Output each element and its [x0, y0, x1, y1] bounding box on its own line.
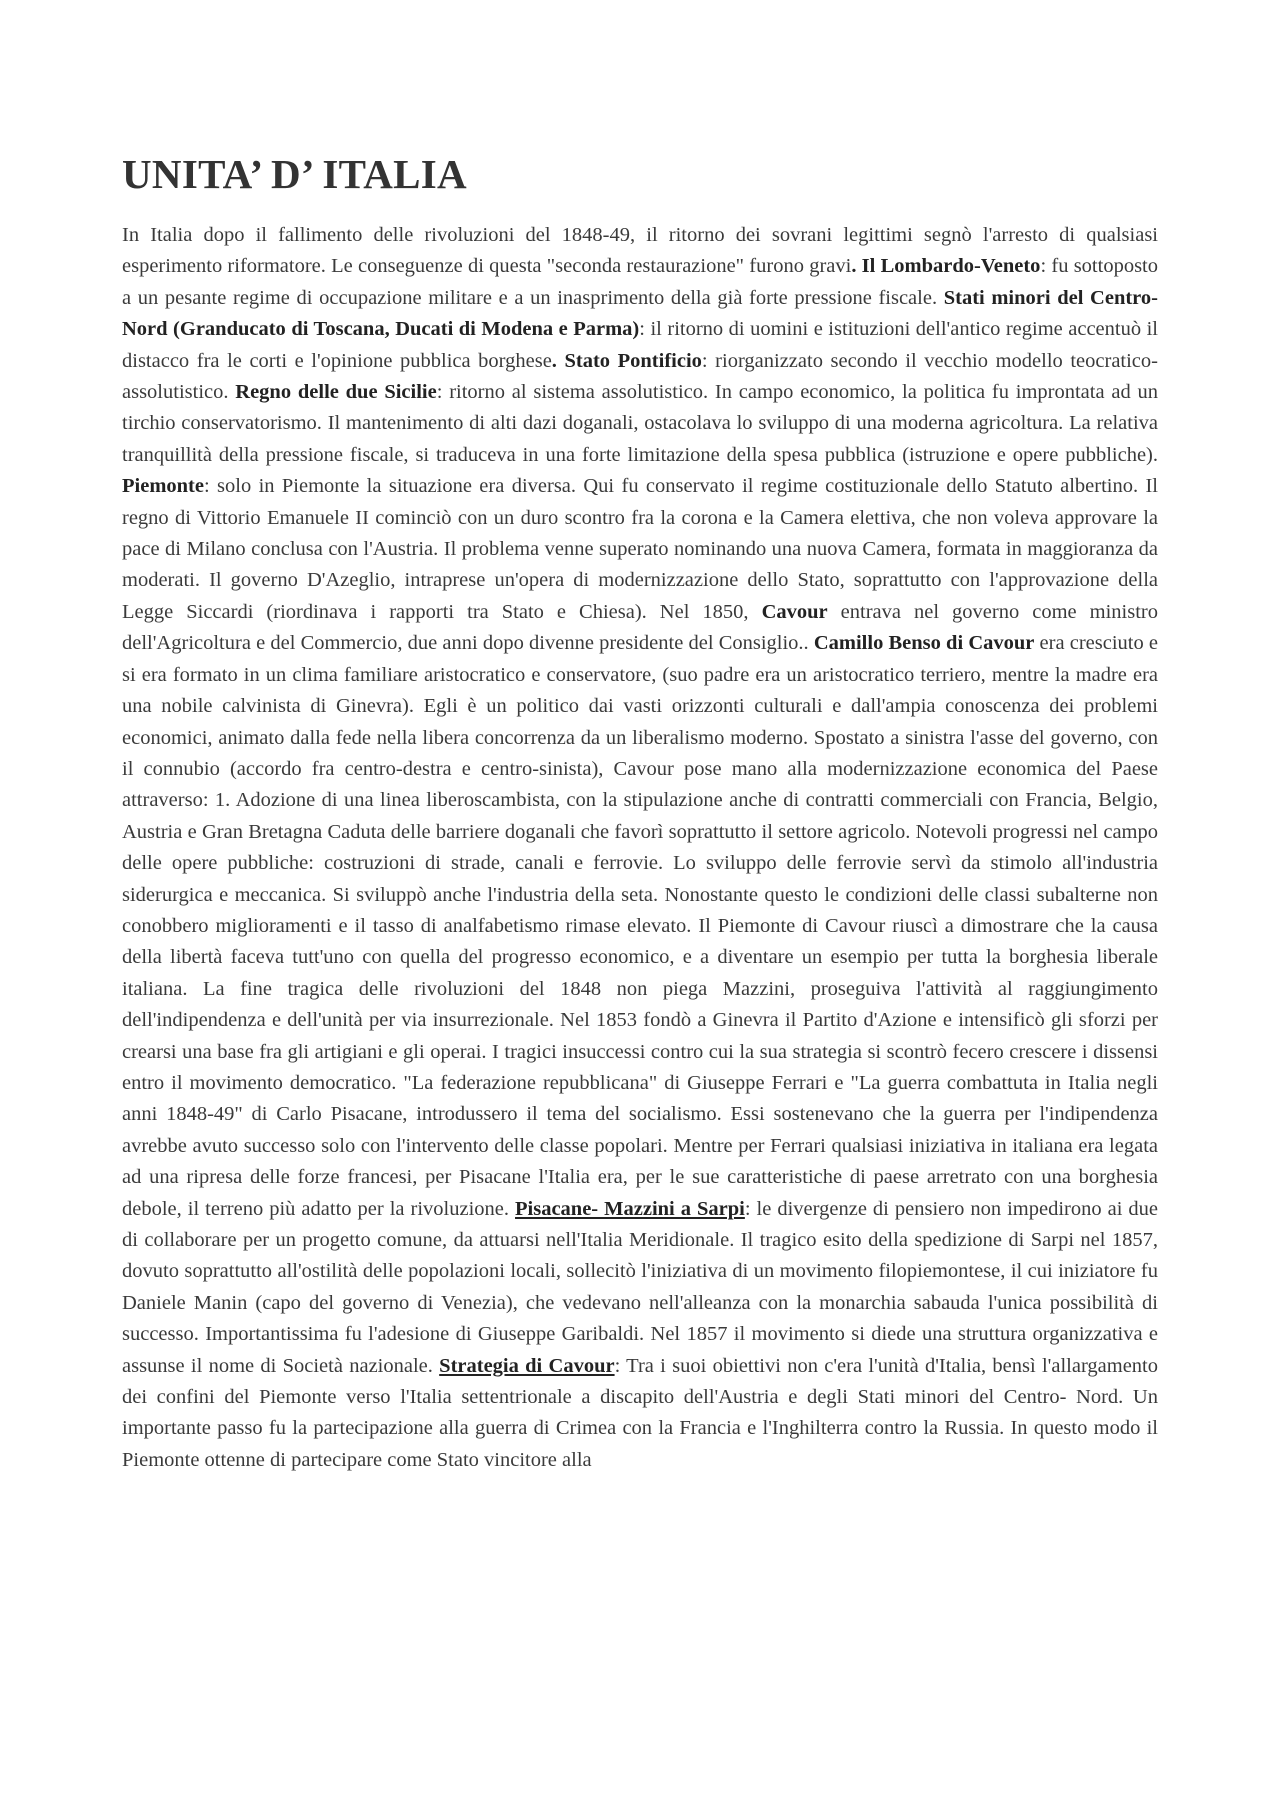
document-page [122, 150, 1158, 1476]
text-segment: : le divergenze di pensiero non impedirono ai due di collaborare per un progetto comune, da attuarsi nell'Italia Meridionale. Il tragico esito della spedizione di Sarpi nel 1857, dovuto soprattutto all'ostilità delle popolazioni locali, sollecitò l'iniziativa di un movimento filopiemontese, il cui iniziatore fu Daniele Manin (capo del governo di Venezia), che vedevano nell'alleanza con la monarchia sabauda l'unica possibilità di successo. Importantissima fu l'adesione di Giuseppe Garibaldi. Nel 1857 il movimento si diede una struttura organizzativa e assunse il nome di Società nazionale. [122, 1197, 1159, 1377]
bold-heading-regno-due-sicilie: Regno delle due Sicilie [235, 381, 437, 404]
text-segment: : riorganizzato secondo il vecchio modello teocratico-assolutistico. [122, 349, 1158, 404]
body-paragraph [122, 220, 1158, 1476]
page-title: UNITA’ D’ ITALIA [122, 151, 467, 197]
text-segment: : fu sottoposto a un pesante regime di occupazione militare e a un inasprimento della già forte pressione fiscale. [122, 255, 1158, 309]
bold-heading-stati-minori: Stati minori del Centro-Nord (Granducato di Toscana, Ducati di Modena e Parma) [122, 286, 1158, 341]
text-segment: entrava nel governo come ministro dell'Agricoltura e del Commercio, due anni dopo divenne presidente del Consiglio.. [122, 600, 1158, 655]
text-segment: In Italia dopo il fallimento delle rivoluzioni del 1848-49, il ritorno dei sovrani legittimi segnò l'arresto di qualsiasi esperimento riformatore. Le conseguenze di questa "seconda restaurazione" furono gravi [122, 224, 1158, 278]
text-segment: : Tra i suoi obiettivi non c'era l'unità d'Italia, bensì l'allargamento dei confini del Piemonte verso l'Italia settentrionale a discapito dell'Austria e degli Stati minori del Centro- Nord. Un importante passo fu la partecipazione alla guerra di Crimea con la Francia e l'Inghilterra contro la Russia. In questo modo il Piemonte ottenne di partecipare come Stato vincitore alla [122, 1354, 1158, 1471]
text-segment: : il ritorno di uomini e istituzioni dell'antico regime accentuò il distacco fra le corti e l'opinione pubblica borghese [122, 318, 1158, 372]
text-segment: era cresciuto e si era formato in un clima familiare aristocratico e conservatore, (suo padre era un aristocratico terriero, mentre la madre era una nobile calvinista di Ginevra). Egli è un politico dai vasti orizzonti culturali e dall'ampia conoscenza dei problemi economici, animato dalla fede nella libera concorrenza da un liberalismo moderno. Spostato a sinistra l'asse del governo, con il connubio (accordo fra centro-destra e centro-sinista), Cavour pose mano alla modernizzazione economica del Paese attraverso: 1. Adozione di una linea liberoscambista, con la stipulazione anche di contratti commerciali con Francia, Belgio, Austria e Gran Bretagna Caduta delle barriere doganali che favorì soprattutto il settore agricolo. Notevoli progressi nel campo delle opere pubbliche: costruzioni di strade, canali e ferrovie. Lo sviluppo delle ferrovie servì da stimolo all'industria siderurgica e meccanica. Si sviluppò anche l'industria della seta. Nonostante questo le condizioni delle classi subalterne non conobbero miglioramenti e il tasso di analfabetismo rimase elevato. Il Piemonte di Cavour riuscì a dimostrare che la causa della libertà faceva tutt'uno con quella del progresso economico, e a diventare un esempio per tutta la borghesia liberale italiana. La fine tragica delle rivoluzioni del 1848 non piega Mazzini, proseguiva l'attività al raggiungimento dell'indipendenza e dell'unità per via insurrezionale. Nel 1853 fondò a Ginevra il Partito d'Azione e intensificò gli sforzi per crearsi una base fra gli artigiani e gli operai. I tragici insuccessi contro cui la sua strategia si scontrò fecero crescere i dissensi entro il movimento democratico. "La federazione repubblicana" di Giuseppe Ferrari e "La guerra combattuta in Italia negli anni 1848-49" di Carlo Pisacane, introdussero il tema del socialismo. Essi sostenevano che la guerra per l'indipendenza avrebbe avuto successo solo con l'intervento delle classe popolari. Mentre per Ferrari qualsiasi iniziativa in italiana era legata ad una ripresa delle forze francesi, per Pisacane l'Italia era, per le sue caratteristiche di paese arretrato con una borghesia debole, il terreno più adatto per la rivoluzione. [122, 632, 1158, 1220]
text-segment: : solo in Piemonte la situazione era diversa. Qui fu conservato il regime costituzionale dello Statuto albertino. Il regno di Vittorio Emanuele II cominciò con un duro scontro fra la corona e la Camera elettiva, che non voleva approvare la pace di Milano conclusa con l'Austria. Il problema venne superato nominando una nuova Camera, formata in maggioranza da moderati. Il governo D'Azeglio, intraprese un'opera di modernizzazione dello Stato, soprattutto con l'approvazione della Legge Siccardi (riordinava i rapporti tra Stato e Chiesa). Nel 1850, [122, 475, 1158, 623]
bold-heading-piemonte: Piemonte [122, 475, 204, 498]
text-segment: : ritorno al sistema assolutistico. In campo economico, la politica fu improntata ad un tirchio conservatorismo. Il mantenimento di alti dazi doganali, ostacolava lo sviluppo di una moderna agricoltura. La relativa tranquillità della pressione fiscale, si traduceva in una forte limitazione della spesa pubblica (istruzione e opere pubbliche). [122, 381, 1158, 466]
bold-name-cavour: Cavour [761, 600, 828, 623]
underlined-heading-pisacane-mazzini: Pisacane- Mazzini a Sarpi [515, 1197, 745, 1220]
bold-heading-stato-pontificio: . Stato Pontificio [551, 349, 702, 372]
underlined-heading-strategia-cavour: Strategia di Cavour [439, 1354, 615, 1377]
bold-heading-lombardo-veneto: . Il Lombardo-Veneto [851, 255, 1041, 278]
bold-name-camillo-benso: Camillo Benso di Cavour [813, 632, 1035, 655]
